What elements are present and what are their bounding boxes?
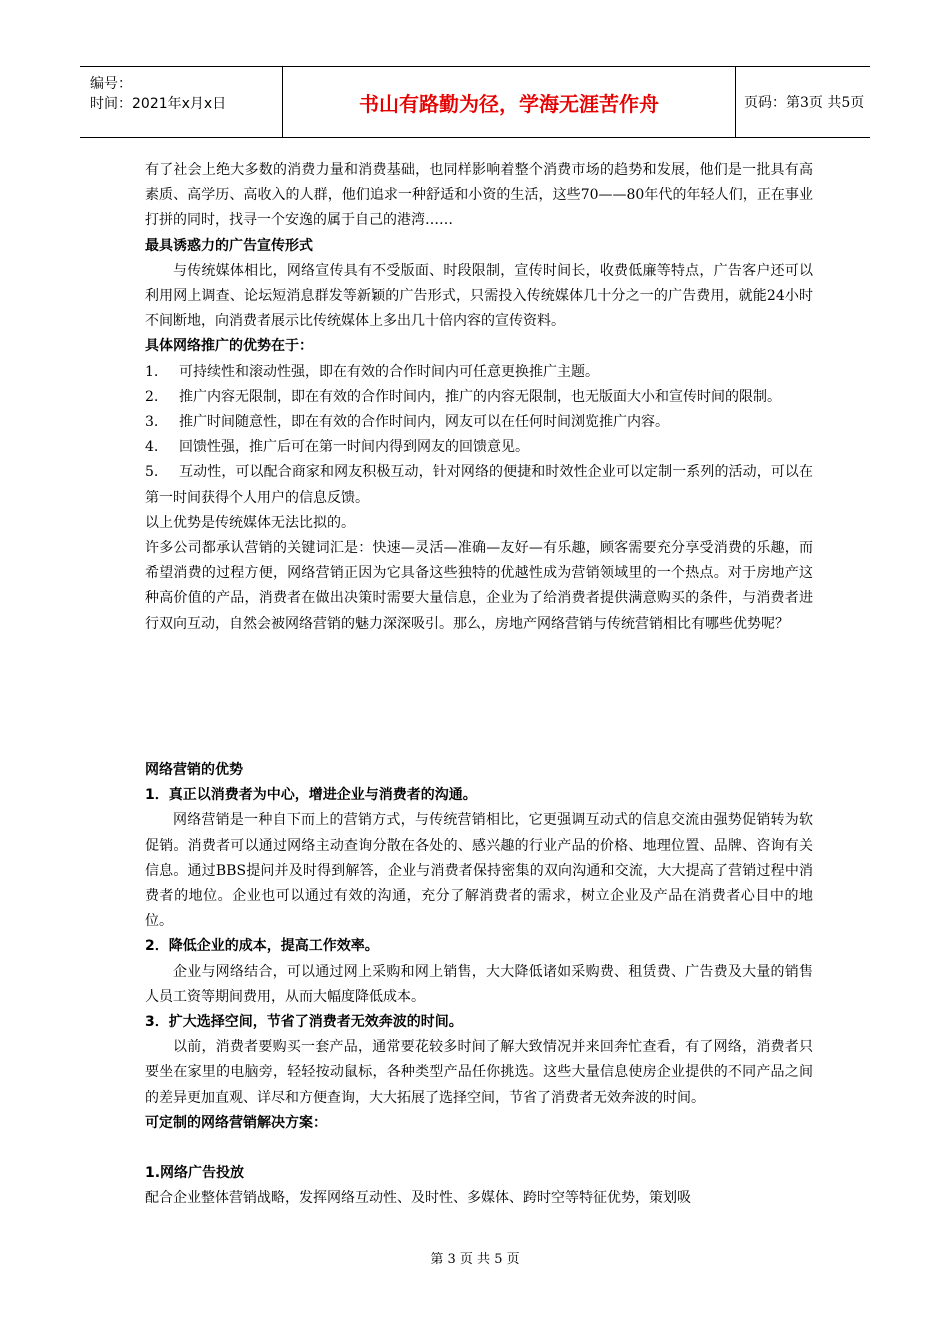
paragraph: 与传统媒体相比，网络宣传具有不受版面、时段限制，宣传时间长，收费低廉等特点，广告客户还可以利用网上调查、论坛短消息群发等新颖的广告形式，只需投入传统媒体几十分之一的广告费用，就能24小时不间断地，向消费者展示比传统媒体上多出几十倍内容的宣传资料。	[145, 262, 813, 330]
section-heading: 可定制的网络营销解决方案：	[145, 1114, 327, 1131]
list-item	[145, 385, 813, 410]
list-item	[145, 360, 813, 385]
document-number-label: 编号：	[90, 76, 132, 92]
spacer	[145, 1136, 813, 1161]
header-page-info-cell	[736, 67, 870, 137]
list-item	[145, 460, 813, 510]
list-item-text: 互动性，可以配合商家和网友积极互动，针对网络的便捷和时效性企业可以定制一系列的活动，可以在第一时间获得个人用户的信息反馈。	[145, 464, 813, 506]
header-meta-cell	[80, 67, 283, 137]
list-item-number: 5.	[145, 464, 159, 481]
subsection-heading: 1．真正以消费者为中心，增进企业与消费者的沟通。	[145, 787, 477, 804]
list-item-number: 4.	[145, 439, 159, 456]
header-motto: 书山有路勤为径，学海无涯苦作舟	[283, 67, 736, 137]
document-time-label: 时间：2021年x月x日	[90, 96, 227, 112]
document-header	[80, 66, 870, 138]
paragraph: 配合企业整体营销战略，发挥网络互动性、及时性、多媒体、跨时空等特征优势，策划吸	[145, 1190, 691, 1207]
paragraph: 有了社会上绝大多数的消费力量和消费基础，也同样影响着整个消费市场的趋势和发展，他们是一批具有高素质、高学历、高收入的人群，他们追求一种舒适和小资的生活，这些70——80年代的年轻人们，正在事业打拼的同时，找寻一个安逸的属于自己的港湾……	[145, 162, 813, 229]
list-item-number: 1.	[145, 363, 159, 380]
list-item-text: 推广内容无限制，即在有效的合作时间内，推广的内容无限制，也无版面大小和宣传时间的限制。	[179, 388, 781, 405]
document-body-continued	[145, 758, 813, 1211]
document-body	[145, 158, 813, 637]
list-item-text: 可持续性和滚动性强，即在有效的合作时间内可任意更换推广主题。	[179, 363, 599, 380]
list-item-text: 推广时间随意性，即在有效的合作时间内，网友可以在任何时间浏览推广内容。	[179, 414, 669, 431]
subsection-heading: 2．降低企业的成本，提高工作效率。	[145, 938, 379, 955]
paragraph: 以上优势是传统媒体无法比拟的。	[145, 514, 355, 531]
paragraph: 以前，消费者要购买一套产品，通常要花较多时间了解大致情况并来回奔忙查看，有了网络，消费者只要坐在家里的电脑旁，轻轻按动鼠标，各种类型产品任你挑选。这些大量信息使房企业提供的不同产品之间的差异更加直观、详尽和方便查询，大大拓展了选择空间，节省了消费者无效奔波的时间。	[145, 1039, 813, 1106]
list-item-number: 2.	[145, 388, 159, 405]
paragraph: 许多公司都承认营销的关键词汇是：快速—灵活—准确—友好—有乐趣，顾客需要充分享受消费的乐趣，而希望消费的过程方便，网络营销正因为它具备这些独特的优越性成为营销领域里的一个热点。对于房地产这种高价值的产品，消费者在做出决策时需要大量信息，企业为了给消费者提供满意购买的条件，与消费者进行双向互动，自然会被网络营销的魅力深深吸引。那么，房地产网络营销与传统营销相比有哪些优势呢？	[145, 540, 813, 632]
page-footer: 第 3 页 共 5 页	[430, 1252, 520, 1267]
list-item-text: 回馈性强，推广后可在第一时间内得到网友的回馈意见。	[179, 439, 529, 456]
list-item	[145, 435, 813, 460]
section-heading: 网络营销的优势	[145, 762, 243, 778]
paragraph: 网络营销是一种自下而上的营销方式，与传统营销相比，它更强调互动式的信息交流由强势促销转为软促销。消费者可以通过网络主动查询分散在各处的、感兴趣的行业产品的价格、地理位置、品牌、咨询有关信息。通过BBS提问并及时得到解答，企业与消费者保持密集的双向沟通和交流，大大提高了营销过程中消费者的地位。企业也可以通过有效的沟通，充分了解消费者的需求，树立企业及产品在消费者心目中的地位。	[145, 812, 813, 930]
section-heading: 最具诱惑力的广告宣传形式	[145, 237, 313, 254]
section-heading: 具体网络推广的优势在于：	[145, 338, 313, 355]
list-item	[145, 410, 813, 435]
subsection-heading: 3．扩大选择空间，节省了消费者无效奔波的时间。	[145, 1014, 463, 1031]
paragraph: 企业与网络结合，可以通过网上采购和网上销售，大大降低诸如采购费、租赁费、广告费及大量的销售人员工资等期间费用，从而大幅度降低成本。	[145, 963, 813, 1005]
subsection-heading: 1.网络广告投放	[145, 1165, 245, 1182]
header-page-info: 页码：第3页 共5页	[744, 95, 865, 111]
list-item-number: 3.	[145, 414, 159, 431]
